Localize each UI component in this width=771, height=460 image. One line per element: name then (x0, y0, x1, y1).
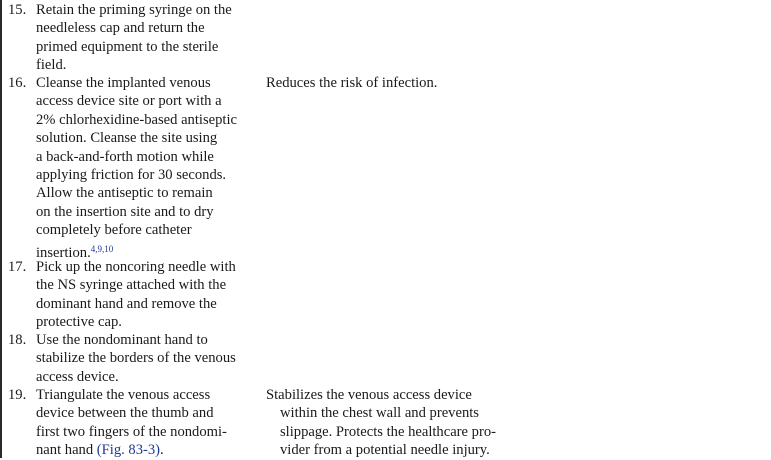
rationale-line: Stabilizes the venous access device (266, 387, 472, 403)
step-number: 18. (8, 332, 27, 348)
step-line: access device site or port with a (36, 93, 222, 110)
step-line: the NS syringe attached with the (36, 277, 227, 294)
step-line: field. (36, 57, 67, 74)
step-line: Use the nondominant hand to (36, 332, 208, 348)
step-line: stabilize the borders of the venous (36, 350, 236, 367)
step-line: 2% chlorhexidine-based antiseptic (36, 111, 237, 128)
rationale-text (266, 74, 526, 92)
step-line: solution. Cleanse the site using (36, 130, 218, 147)
step-line: nant hand (36, 442, 97, 459)
step-line: dominant hand and remove the (36, 295, 217, 312)
step-line: primed equipment to the sterile (36, 38, 219, 55)
step-line: needleless cap and return the (36, 20, 205, 37)
step-line-with-figure-ref (36, 441, 258, 459)
left-margin-rule (0, 0, 2, 458)
step-line: protective cap. (36, 314, 122, 331)
step-line: applying friction for 30 seconds. (36, 166, 227, 183)
step-number: 16. (8, 75, 27, 91)
step-line: Allow the antiseptic to remain (36, 185, 213, 202)
step-line: on the insertion site and to dry (36, 203, 214, 220)
rationale-line: slippage. Protects the healthcare pro- (280, 423, 496, 440)
step-number: 15. (8, 2, 27, 18)
rationale-line: Reduces the risk of infection. (266, 75, 438, 91)
rationale-line: vider from a potential needle injury. (280, 442, 490, 459)
step-line: Triangulate the venous access (36, 387, 211, 403)
step-line-with-citation (36, 240, 258, 261)
step-line: access device. (36, 368, 119, 385)
step-number: 17. (8, 259, 27, 275)
step-line: Pick up the noncoring needle with (36, 259, 236, 275)
step-number: 19. (8, 387, 27, 403)
step-line: completely before catheter (36, 222, 192, 239)
rationale-text (266, 386, 526, 460)
step-line: Cleanse the implanted venous (36, 75, 211, 91)
step-line: first two fingers of the nondomi- (36, 423, 227, 440)
step-text (36, 74, 258, 261)
figure-reference-link[interactable]: (Fig. 83-3) (96, 442, 161, 459)
step-text (36, 331, 258, 386)
step-text (36, 386, 258, 460)
step-text (36, 258, 258, 332)
step-line: insertion. (36, 244, 91, 261)
step-text (36, 1, 258, 75)
step-line: a back-and-forth motion while (36, 148, 214, 165)
trailing-punctuation: . (160, 442, 164, 459)
rationale-line: within the chest wall and prevents (280, 405, 479, 422)
step-line: device between the thumb and (36, 405, 214, 422)
citation-superscript: 4,9,10 (90, 243, 114, 254)
step-line: Retain the priming syringe on the (36, 2, 232, 18)
